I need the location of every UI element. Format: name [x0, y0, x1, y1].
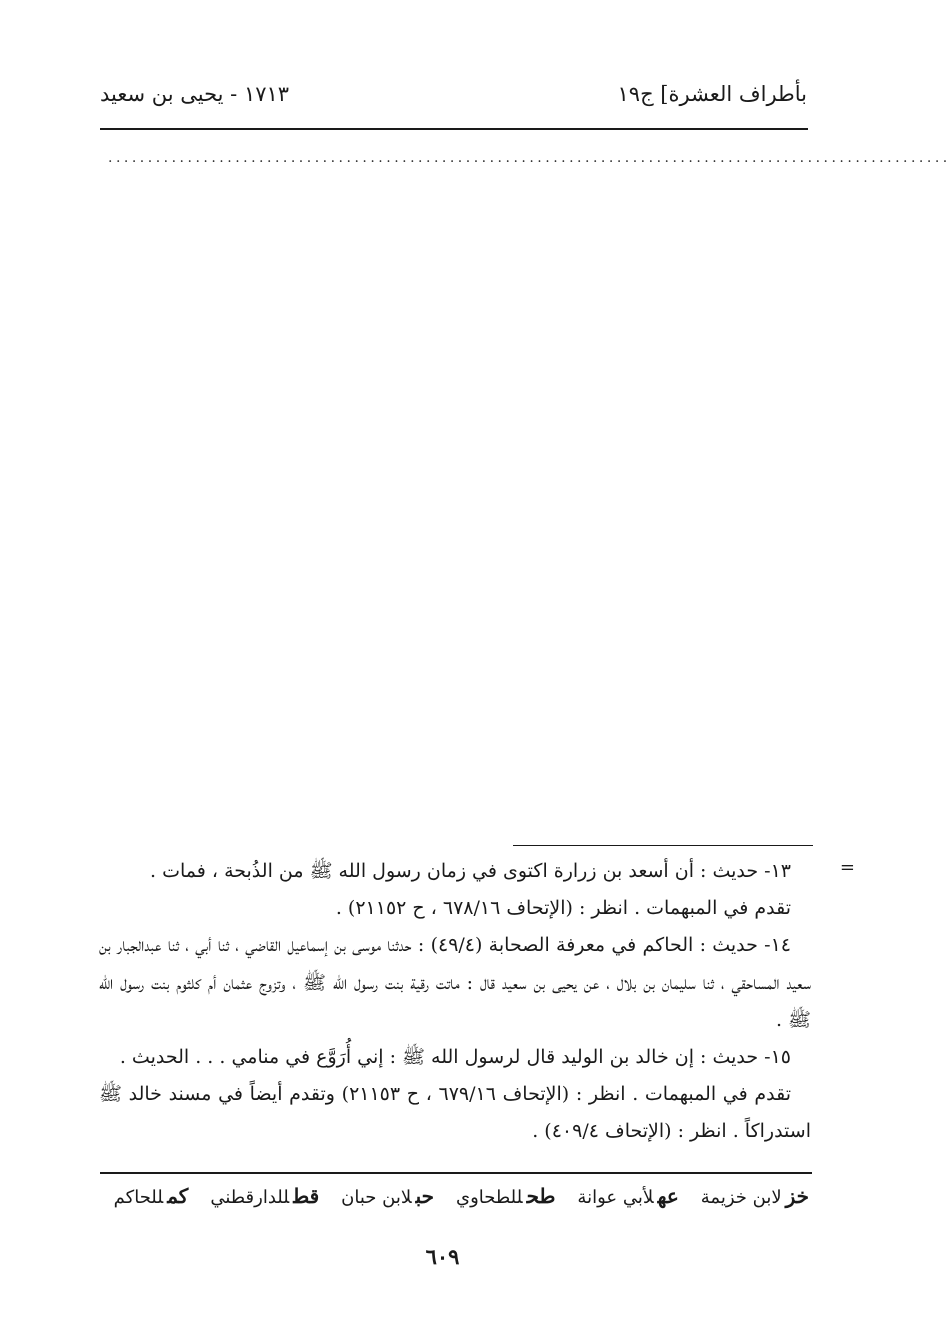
- abbr-code: قط: [293, 1184, 320, 1208]
- abbr-code: عه: [657, 1184, 679, 1208]
- abbr-item: [577, 1184, 678, 1208]
- continuation-mark: =: [839, 857, 855, 878]
- abbr-code: كم: [167, 1184, 189, 1208]
- abbr-code: حب: [415, 1184, 435, 1208]
- footnote-rule: [513, 845, 813, 846]
- abbreviations-legend: [97, 1184, 809, 1208]
- abbr-item: [341, 1184, 434, 1208]
- footnote-13-line-1: ١٣- حديث : أن أسعد بن زرارة اكتوى في زمان رسول الله ﷺ من الذُبحة ، فمات .: [150, 860, 791, 882]
- abbreviations-rule: [100, 1172, 812, 1174]
- abbr-item: [210, 1184, 319, 1208]
- abbr-name: لابن خزيمة: [700, 1187, 782, 1208]
- abbr-item: [701, 1184, 809, 1208]
- footnote-15-line-2: تقدم في المبهمات . انظر : (الإتحاف ٦٧٩/١٦ ، ح ٢١١٥٣) وتقدم أيضاً في مسند خالد ﷺ استدراكاً . انظر : (الإتحاف ٤٠٩/٤) .: [99, 1083, 811, 1143]
- dotted-separator: ..........................................................................................................: [108, 150, 951, 166]
- running-header-section: ١٧١٣ - يحيى بن سعيد: [100, 82, 290, 106]
- footnote-14: ١٤- حديث : الحاكم في معرفة الصحابة (٤٩/٤) : حدثنا موسى بن إسماعيل القاضي ، ثنا أبي ، ثنا عبدالجبار بن سعيد المساحقي ، ثنا سليمان بن بلال ، عن يحيى بن سعيد قال : ماتت رقية بنت رسول الله ﷺ ، وتزوج عثمان أم كلثوم بنت رسول الله ﷺ .: [99, 934, 811, 1031]
- abbr-name: للطحاوي: [456, 1187, 523, 1208]
- header-rule: [100, 128, 808, 130]
- abbr-name: للدارقطني: [210, 1187, 290, 1208]
- abbr-name: للحاكم: [113, 1187, 164, 1208]
- footnote-13-line-2: تقدم في المبهمات . انظر : (الإتحاف ٦٧٨/١٦ ، ح ٢١١٥٢) .: [335, 897, 791, 920]
- abbr-item: [114, 1184, 189, 1208]
- abbr-code: خز: [785, 1184, 809, 1208]
- page-number: ٦٠٩: [425, 1244, 460, 1269]
- blank-body-area: [100, 170, 808, 840]
- abbr-item: [456, 1184, 555, 1208]
- footnote-15-line-1: ١٥- حديث : إن خالد بن الوليد قال لرسول الله ﷺ : إني أُرَوَّع في منامي . . . الحديث .: [119, 1046, 791, 1069]
- footnotes: [99, 853, 811, 1151]
- abbr-code: طح: [526, 1184, 556, 1208]
- running-header-title: بأطراف العشرة] ج١٩: [617, 82, 807, 106]
- abbr-name: لأبي عوانة: [577, 1187, 654, 1208]
- abbr-name: لابن حبان: [341, 1187, 412, 1208]
